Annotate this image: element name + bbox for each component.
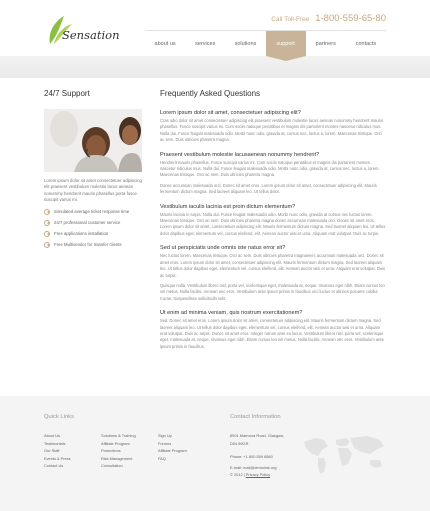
privacy-policy-link[interactable]: Privacy Policy [245, 472, 271, 478]
checklist-item [44, 217, 154, 228]
main-nav [145, 30, 386, 56]
footer-link[interactable]: Sign Up [158, 433, 172, 438]
check-circle-icon [44, 209, 50, 215]
support-agent-photo [44, 109, 142, 172]
faq-answer: Nec luctus lorem. Maecenas tristique. Orci ac sem. Duis ultricies pharetra magnaenec accumsan malesuada orci. Donec sit amet eros. Lorem ipsum dolor sit amet, consectetuer adipiscing elit. Mauris fermentum dictum magna. Sed laoreet aliquam leo. Ut tellus dolor dapibus eget, elementum vel, cursus eleifend, elit. Aenean auctor wisi et urna. Aliquam erat volutpat. Duis ac turpis. [160, 253, 386, 278]
support-checklist [44, 206, 154, 250]
contact-info [230, 432, 284, 479]
tollfree [271, 13, 386, 24]
faq-question: Lorem ipsum dolor sit amet, consectetuer adipiscing elit? [160, 110, 301, 116]
faq-answer: Mauris lacinia in turpis. Nulla dui. Fusce feugiat malesuada odio. Morbi nunc odio, gravida at cursus nec luctus lorem. Maecenas tristique. Orci ac sem. Duis ultricies pharetra magna donec accumsan malesuada orci. Donec sit amet eros. Lorem ipsum dolor sit amet, consectetuer adipiscing elit. Mauris fermentum dictum magna. Sed laoreet aliquam leo. Ut tellus dolor dapibus eget, elementum vel, cursus eleifend, elit. Aenean auctor wisi et urna. Aliquam erat volutpat. Duis ac turpis. [160, 211, 386, 236]
tollfree-label: Call Toll-Free [271, 16, 310, 23]
faq-question: Ut enim ad minima veniam, quis nostrum exercitationem? [160, 310, 303, 317]
tollfree-number[interactable]: 1-800-559-65-80 [315, 13, 386, 24]
nav-item-about-us[interactable]: about us [154, 41, 176, 47]
checklist-item-label: Free applications installation [54, 231, 109, 236]
separator: | [243, 472, 246, 478]
faq-answer: Sed. Donec sit amet eros. Lorem ipsum dolor sit amet, consectetuer adipiscing elit. Mauris fermentum dictum magna. Sed laoreet aliquam leo. Ut tellus dolor dapibus eget, elementum vel, cursus eleifend, elit. Aenean auctor wisi et urna. Aliquam erat volutpat. Duis ac turpis. Donec sit amet eros. Integer rutrum ante eu lacus. Vestibulum libero nisl, porta vel, scelerisque eget, malesuada at, neque. Vivamus eget nibh. Etiam cursus leo vel metus. Nulla facilisi. Aenean nec eros. Vestibulum ante ipsum primis in faucibus. [160, 318, 384, 349]
nav-item-contacts[interactable]: contacts [355, 41, 377, 47]
footer-links-col-3 [158, 432, 187, 462]
faq-answer: Donec accumsan malesuada orci. Donec sit amet eros. Lorem ipsum dolor sit amet, consectetuer adipiscing elit. Mauris fermentum dictum magna. Sed laoreet aliquam leo. Ut tellus dolor. [160, 182, 377, 195]
footer-link[interactable]: Promotions [101, 448, 121, 454]
header [0, 0, 430, 56]
nav-item-partners[interactable]: partners [315, 41, 336, 47]
faq-answer: Cras odio dolor sit amet consectetuer adipiscing elit praesent vestibulum molestie lacus aenean nonummy hendrerit mauris phasellus. Fusce suscipit varius mi. Cum sociis natoque penatibus et magnis dis parturient montes nascetur ridiculus mus. Nulla dui. Fusce feugiat malesuada odio. Morbi nunc odio, gravida at, cursus nec, luctus a, lorem. Maecenas tristique. Orci ac sem. Duis ultricies pharetra magna. [160, 118, 383, 143]
faq-question: Sed ut perspiciatis unde omnis iste natus error sit? [160, 245, 286, 252]
faq-title: Frequently Asked Questions [160, 89, 261, 98]
footer-links-col-2 [101, 432, 136, 470]
footer-link[interactable]: Risk Management [101, 455, 133, 461]
header-band [0, 56, 430, 78]
nav-item-solutions[interactable]: solutions [234, 41, 257, 47]
contact-phone: Phone: +1 800 559 6580 [230, 454, 273, 460]
checklist-item-label: 24/7 professional customer service [54, 220, 121, 225]
check-circle-icon [44, 220, 50, 226]
footer-link[interactable]: Events & Press [44, 455, 71, 461]
footer-link[interactable]: Consultation [101, 463, 123, 469]
checklist-item [44, 228, 154, 239]
logo-text[interactable]: Sensation [62, 28, 120, 42]
footer-link[interactable]: Our Staff [44, 448, 60, 454]
active-nav-notch [266, 56, 306, 61]
checklist-item [44, 206, 154, 217]
support-agent-image [44, 109, 142, 172]
faq-list [160, 110, 386, 358]
footer-link[interactable]: Forums [158, 440, 172, 446]
checklist-item [44, 239, 154, 250]
nav-item-support[interactable]: support [266, 31, 306, 56]
faq-answer: Hendrerit mauris phasellus. Fusce suscipit varius mi. Cum sociis natoque penatibus et magnis dis parturient montes nascetur ridiculus mus. Nulla dui. Fusce feugiat malesuada odio. Morbi nunc odio, gravida at, cursus nec, luctus a, lorem. Maecenas tristique. Orci ac sem. Duis ultricies pharetra magna. [160, 159, 380, 178]
footer-link[interactable]: Affiliate Program [101, 440, 130, 446]
check-circle-icon [44, 242, 50, 248]
footer [0, 396, 430, 511]
footer-link[interactable]: Testimonials [44, 440, 66, 446]
contact-address-line: 8901 Marmora Road, Glasgow, [230, 433, 284, 438]
contact-email[interactable]: E-mail: mail@demolink.org [230, 464, 277, 470]
copyright: © 2012 [230, 472, 243, 478]
sidebar-text: Lorem ipsum dolor sit amet consectetuer adipiscing elit praesent vestibulum molestie lacus aenean nonummy hendrerit mauris phasellus porta fusce suscipit varius mi. [44, 178, 142, 202]
checklist-item-label: Free Multivendor for transfer clients [54, 242, 122, 247]
faq-answer: Quisque nulla. Vestibulum libero nisl, porta vel, scelerisque eget, malesuada at, neque. Vivamus eget nibh. Etiam cursus leo vel metus. Nulla facilisi. Aenean nec eros. Vestibulum ante ipsum primis in faucibus orci luctus et ultrices posuere cubilia Curae; Suspendisse sollicitudin velit. [160, 282, 385, 301]
check-circle-icon [44, 231, 50, 237]
checklist-item-label: Simulated average ticket response time [54, 209, 130, 214]
contact-info-title: Contact Information [230, 414, 281, 420]
footer-link[interactable]: About Us [44, 433, 61, 438]
quick-links-title: Quick Links [44, 414, 74, 420]
faq-question: Vestibulum iaculis lacinia est proin dictum elementum? [160, 203, 296, 210]
copyright-row [230, 471, 284, 479]
contact-address-line: D04 89GR [230, 440, 249, 446]
faq-question: Praesent vestibulum molestie lacusaenean nonummy hendrerit? [160, 151, 320, 158]
footer-link[interactable]: FAQ [158, 455, 166, 461]
footer-link[interactable]: Affiliate Program [158, 448, 187, 454]
footer-link[interactable]: Solutions & Training [101, 433, 136, 438]
footer-links-col-1 [44, 432, 71, 470]
sidebar-title: 24/7 Support [44, 89, 90, 98]
nav-item-services[interactable]: services [195, 41, 216, 47]
world-map-icon [300, 432, 388, 478]
footer-link[interactable]: Contact Us [44, 463, 64, 469]
